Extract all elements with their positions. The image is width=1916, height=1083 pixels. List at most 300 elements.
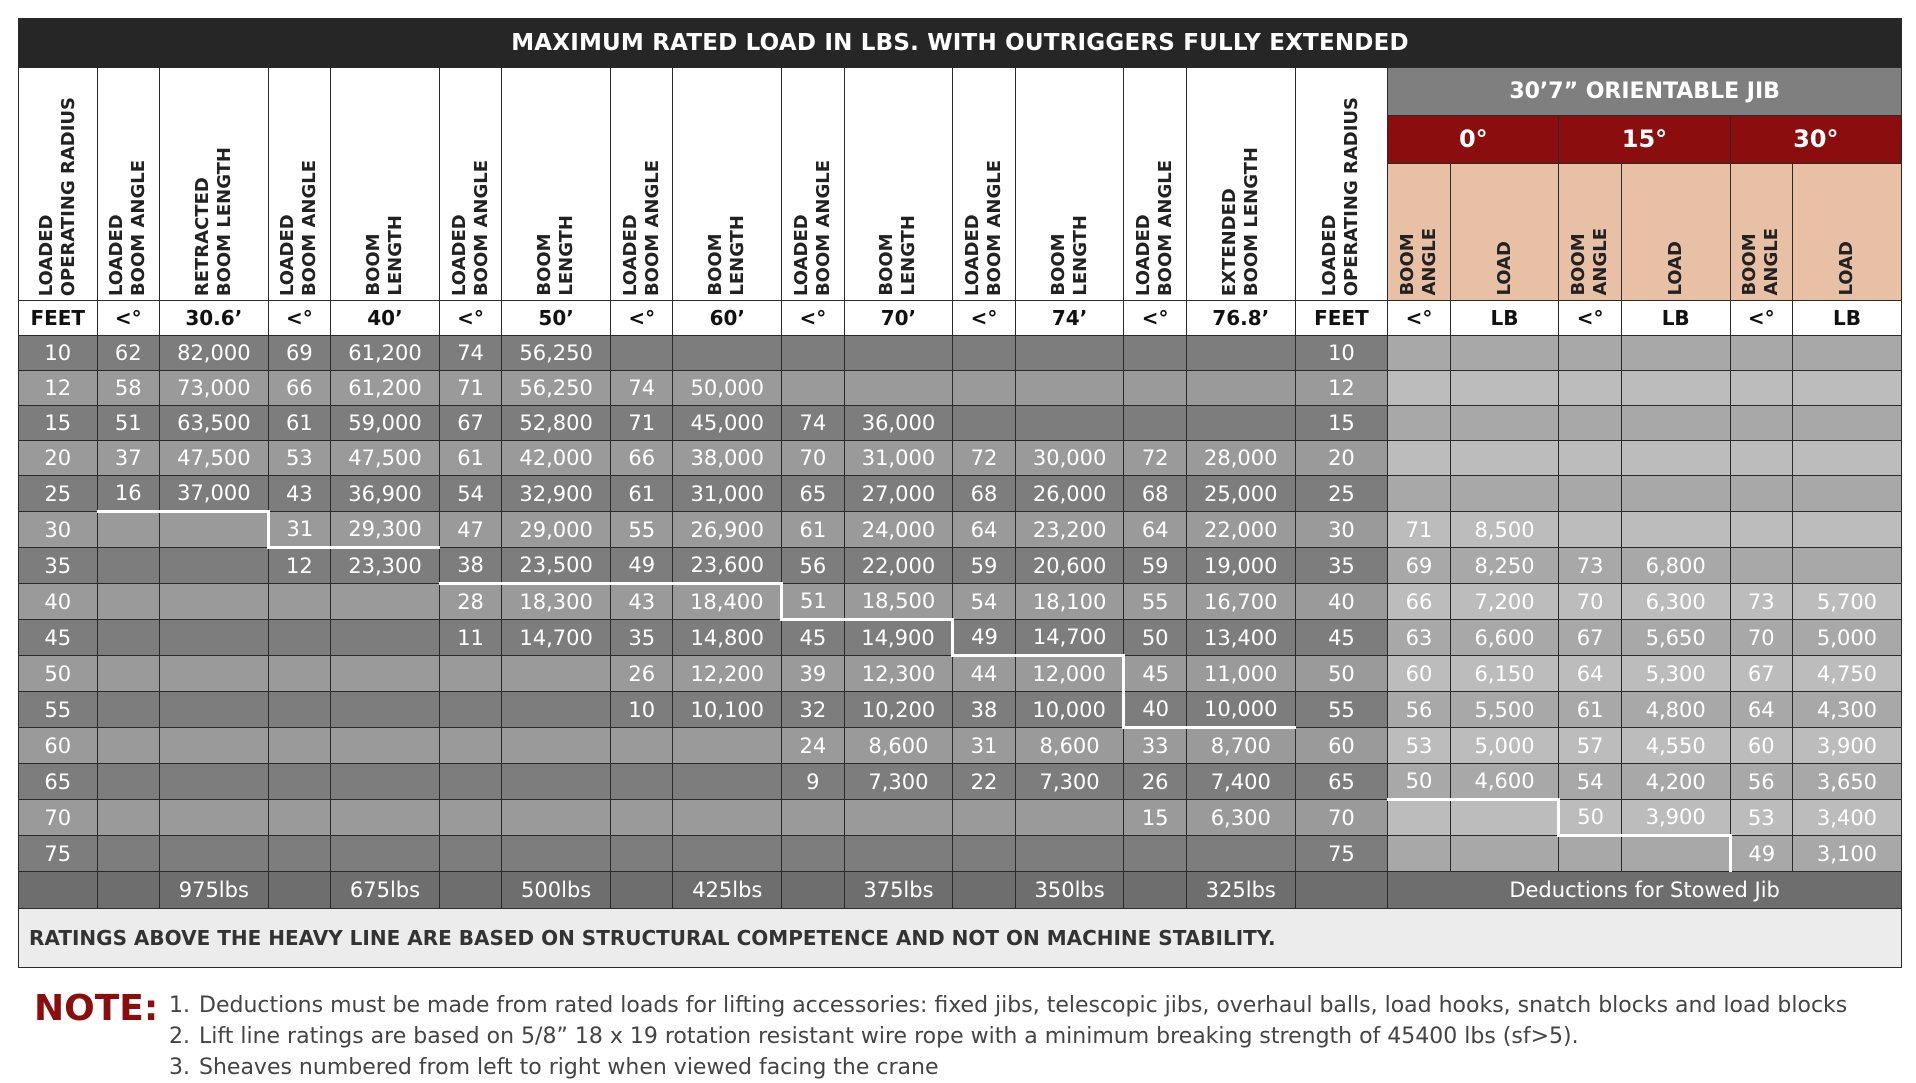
- unit-cell: 50’: [502, 301, 611, 336]
- data-cell: 31,000: [844, 441, 953, 476]
- data-cell: 66: [611, 441, 673, 476]
- data-cell: 26: [611, 656, 673, 692]
- data-cell: 18,300: [502, 584, 611, 620]
- data-cell: 51: [782, 584, 844, 620]
- data-cell: [439, 836, 501, 872]
- jib-title: 30’7” ORIENTABLE JIB: [1388, 68, 1902, 116]
- data-cell: 11,000: [1186, 656, 1295, 692]
- data-cell: [1730, 441, 1792, 476]
- data-cell: [502, 656, 611, 692]
- data-cell: [1730, 476, 1792, 512]
- table-row: [19, 692, 1902, 728]
- column-header-label: EXTENDED BOOM LENGTH: [1218, 146, 1262, 296]
- data-cell: [268, 692, 330, 728]
- data-cell: 57: [1559, 728, 1621, 764]
- data-cell: 12: [1295, 371, 1388, 406]
- data-cell: 59: [1124, 548, 1186, 584]
- data-cell: 12,000: [1015, 656, 1124, 692]
- data-cell: [1388, 406, 1450, 441]
- data-cell: [953, 800, 1015, 836]
- data-cell: 50: [19, 656, 98, 692]
- data-cell: 10,000: [1186, 692, 1295, 728]
- data-cell: [439, 728, 501, 764]
- data-cell: [1559, 512, 1621, 548]
- unit-cell: <°: [782, 301, 844, 336]
- data-cell: [1015, 371, 1124, 406]
- unit-cell: 60’: [673, 301, 782, 336]
- jib-subheader-label: BOOM ANGLE: [1568, 228, 1612, 296]
- data-cell: 65: [19, 764, 98, 800]
- data-cell: 8,600: [1015, 728, 1124, 764]
- table-row: [19, 728, 1902, 764]
- column-header: [331, 68, 440, 301]
- data-cell: 35: [19, 548, 98, 584]
- column-header-label: BOOM LENGTH: [1047, 215, 1091, 296]
- data-cell: [1621, 406, 1730, 441]
- data-cell: 47: [439, 512, 501, 548]
- data-cell: [1015, 406, 1124, 441]
- data-cell: 30: [19, 512, 98, 548]
- column-header-label: LOADED BOOM ANGLE: [962, 159, 1006, 296]
- data-cell: 23,500: [502, 548, 611, 584]
- data-cell: 71: [611, 406, 673, 441]
- data-cell: [159, 764, 268, 800]
- data-cell: 31: [268, 512, 330, 548]
- data-cell: 11: [439, 620, 501, 656]
- data-cell: [1450, 800, 1559, 836]
- data-cell: 32: [782, 692, 844, 728]
- data-cell: 45,000: [673, 406, 782, 441]
- data-cell: 6,600: [1450, 620, 1559, 656]
- data-cell: 3,900: [1792, 728, 1901, 764]
- unit-cell: <°: [97, 301, 159, 336]
- data-cell: [159, 656, 268, 692]
- data-cell: 22: [953, 764, 1015, 800]
- deduction-cell: [19, 872, 98, 909]
- data-cell: [1388, 476, 1450, 512]
- data-cell: 60: [1295, 728, 1388, 764]
- data-cell: [1621, 441, 1730, 476]
- data-cell: [1559, 336, 1621, 371]
- data-cell: [1124, 836, 1186, 872]
- data-cell: [1621, 371, 1730, 406]
- data-cell: [1124, 406, 1186, 441]
- column-header-label: BOOM LENGTH: [705, 215, 749, 296]
- data-cell: 65: [1295, 764, 1388, 800]
- column-header-label: BOOM LENGTH: [876, 215, 920, 296]
- data-cell: 53: [268, 441, 330, 476]
- jib-subheader: [1388, 163, 1450, 300]
- data-cell: 23,300: [331, 548, 440, 584]
- data-cell: 75: [1295, 836, 1388, 872]
- column-header: [782, 68, 844, 301]
- data-cell: [502, 728, 611, 764]
- data-cell: [1450, 336, 1559, 371]
- data-cell: [1792, 441, 1901, 476]
- deduction-cell: [1124, 872, 1186, 909]
- deduction-cell: [439, 872, 501, 909]
- data-cell: 4,800: [1621, 692, 1730, 728]
- data-cell: 64: [953, 512, 1015, 548]
- data-cell: 10: [19, 336, 98, 371]
- data-cell: 33: [1124, 728, 1186, 764]
- data-cell: [1450, 836, 1559, 872]
- data-cell: [268, 836, 330, 872]
- column-header: [1295, 68, 1388, 301]
- unit-cell: <°: [1388, 301, 1450, 336]
- column-header-label: LOADED BOOM ANGLE: [790, 159, 834, 296]
- data-cell: 8,500: [1450, 512, 1559, 548]
- data-cell: 45: [1124, 656, 1186, 692]
- data-cell: 14,900: [844, 620, 953, 656]
- deduction-cell: [782, 872, 844, 909]
- data-cell: 55: [1295, 692, 1388, 728]
- data-cell: 69: [268, 336, 330, 371]
- data-cell: 9: [782, 764, 844, 800]
- data-cell: 12,200: [673, 656, 782, 692]
- data-cell: 10,100: [673, 692, 782, 728]
- column-header-label: LOADED BOOM ANGLE: [106, 159, 150, 296]
- jib-subheader: [1621, 163, 1730, 300]
- data-cell: [439, 656, 501, 692]
- data-cell: [331, 836, 440, 872]
- data-cell: 49: [1730, 836, 1792, 872]
- data-cell: 65: [782, 476, 844, 512]
- data-cell: [782, 836, 844, 872]
- data-cell: 31: [953, 728, 1015, 764]
- data-cell: 6,300: [1186, 800, 1295, 836]
- table-row: [19, 836, 1902, 872]
- data-cell: 49: [611, 548, 673, 584]
- data-cell: 72: [953, 441, 1015, 476]
- data-cell: 7,400: [1186, 764, 1295, 800]
- data-cell: 26,900: [673, 512, 782, 548]
- data-cell: 5,300: [1621, 656, 1730, 692]
- data-cell: [97, 512, 159, 548]
- data-cell: 10: [1295, 336, 1388, 371]
- data-cell: 68: [1124, 476, 1186, 512]
- unit-cell: 76.8’: [1186, 301, 1295, 336]
- data-cell: [1792, 548, 1901, 584]
- data-cell: 61,200: [331, 371, 440, 406]
- unit-cell: <°: [611, 301, 673, 336]
- note-number: 1.: [169, 993, 190, 1018]
- data-cell: [1450, 441, 1559, 476]
- note-list: [169, 990, 1847, 1083]
- data-cell: 14,800: [673, 620, 782, 656]
- table-row: [19, 764, 1902, 800]
- column-header-label: LOADED BOOM ANGLE: [619, 159, 663, 296]
- data-cell: 20: [19, 441, 98, 476]
- data-cell: [953, 336, 1015, 371]
- data-cell: 18,100: [1015, 584, 1124, 620]
- data-cell: 38: [439, 548, 501, 584]
- data-cell: 66: [268, 371, 330, 406]
- data-cell: 28: [439, 584, 501, 620]
- data-cell: 43: [611, 584, 673, 620]
- data-cell: 32,900: [502, 476, 611, 512]
- data-cell: 73: [1730, 584, 1792, 620]
- jib-angle-header: 15°: [1559, 115, 1730, 163]
- data-cell: 45: [782, 620, 844, 656]
- data-cell: [1559, 441, 1621, 476]
- data-cell: [1730, 548, 1792, 584]
- unit-cell: FEET: [1295, 301, 1388, 336]
- column-header: [268, 68, 330, 301]
- unit-cell: <°: [1730, 301, 1792, 336]
- column-header: [19, 68, 98, 301]
- data-cell: [953, 836, 1015, 872]
- data-cell: [1388, 336, 1450, 371]
- data-cell: 12: [268, 548, 330, 584]
- data-cell: 44: [953, 656, 1015, 692]
- data-cell: 56,250: [502, 371, 611, 406]
- unit-cell: LB: [1792, 301, 1901, 336]
- data-cell: 5,500: [1450, 692, 1559, 728]
- data-cell: 3,400: [1792, 800, 1901, 836]
- data-cell: 18,400: [673, 584, 782, 620]
- data-cell: 56,250: [502, 336, 611, 371]
- column-header-label: LOADED BOOM ANGLE: [1133, 159, 1177, 296]
- data-cell: [97, 836, 159, 872]
- data-cell: [953, 371, 1015, 406]
- table-row: [19, 656, 1902, 692]
- data-cell: [1621, 836, 1730, 872]
- column-header-label: LOADED BOOM ANGLE: [277, 159, 321, 296]
- column-header: [502, 68, 611, 301]
- data-cell: 38,000: [673, 441, 782, 476]
- note-item: [169, 990, 1847, 1021]
- table-row: [19, 512, 1902, 548]
- data-cell: 61,200: [331, 336, 440, 371]
- data-cell: 56: [782, 548, 844, 584]
- data-cell: 7,300: [844, 764, 953, 800]
- data-cell: 23,200: [1015, 512, 1124, 548]
- data-cell: 4,750: [1792, 656, 1901, 692]
- jib-subheader: [1450, 163, 1559, 300]
- data-cell: 20: [1295, 441, 1388, 476]
- data-cell: [1450, 406, 1559, 441]
- data-cell: 31,000: [673, 476, 782, 512]
- data-cell: [159, 512, 268, 548]
- data-cell: 24: [782, 728, 844, 764]
- data-cell: 40: [19, 584, 98, 620]
- data-cell: 7,200: [1450, 584, 1559, 620]
- data-cell: 35: [611, 620, 673, 656]
- data-cell: [1186, 336, 1295, 371]
- data-cell: [97, 656, 159, 692]
- column-header: [673, 68, 782, 301]
- data-cell: 8,700: [1186, 728, 1295, 764]
- jib-angle-header: 30°: [1730, 115, 1901, 163]
- jib-subheader: [1730, 163, 1792, 300]
- data-cell: 24,000: [844, 512, 953, 548]
- data-cell: 26: [1124, 764, 1186, 800]
- data-cell: 53: [1388, 728, 1450, 764]
- data-cell: [953, 406, 1015, 441]
- data-cell: 19,000: [1186, 548, 1295, 584]
- data-cell: [1559, 371, 1621, 406]
- data-cell: [1388, 800, 1450, 836]
- data-cell: 75: [19, 836, 98, 872]
- data-cell: 3,900: [1621, 800, 1730, 836]
- jib-subheader-label: LOAD: [1835, 241, 1857, 296]
- data-cell: [1559, 406, 1621, 441]
- data-cell: 67: [1730, 656, 1792, 692]
- column-header: [439, 68, 501, 301]
- data-cell: 55: [19, 692, 98, 728]
- deduction-cell: [953, 872, 1015, 909]
- data-cell: 61: [611, 476, 673, 512]
- data-cell: 25: [19, 476, 98, 512]
- data-cell: 70: [1559, 584, 1621, 620]
- data-cell: 10: [611, 692, 673, 728]
- data-cell: [1186, 371, 1295, 406]
- data-cell: [782, 800, 844, 836]
- deduction-cell: [1295, 872, 1388, 909]
- data-cell: 40: [1295, 584, 1388, 620]
- data-cell: [673, 764, 782, 800]
- unit-cell: <°: [1124, 301, 1186, 336]
- data-cell: 25,000: [1186, 476, 1295, 512]
- data-cell: [97, 728, 159, 764]
- data-cell: 14,700: [502, 620, 611, 656]
- data-cell: 26,000: [1015, 476, 1124, 512]
- data-cell: 51: [97, 406, 159, 441]
- data-cell: 70: [782, 441, 844, 476]
- note-text: Deductions must be made from rated loads for lifting accessories: fixed jibs, telescopic jibs, overhaul balls, load hooks, snatch blocks and load blocks: [199, 993, 1848, 1018]
- data-cell: 22,000: [1186, 512, 1295, 548]
- data-cell: [1388, 441, 1450, 476]
- column-header: [159, 68, 268, 301]
- jib-subheader: [1792, 163, 1901, 300]
- data-cell: 14,700: [1015, 620, 1124, 656]
- data-cell: [1730, 406, 1792, 441]
- data-cell: [268, 764, 330, 800]
- data-cell: 5,700: [1792, 584, 1901, 620]
- data-cell: 4,200: [1621, 764, 1730, 800]
- deduction-cell: [97, 872, 159, 909]
- data-cell: 82,000: [159, 336, 268, 371]
- data-cell: [844, 836, 953, 872]
- data-cell: 27,000: [844, 476, 953, 512]
- data-cell: 74: [782, 406, 844, 441]
- data-cell: [331, 800, 440, 836]
- data-cell: 58: [97, 371, 159, 406]
- data-cell: 13,400: [1186, 620, 1295, 656]
- data-cell: [782, 371, 844, 406]
- note-text: Sheaves numbered from left to right when viewed facing the crane: [199, 1055, 939, 1080]
- data-cell: 5,000: [1792, 620, 1901, 656]
- data-cell: [1388, 371, 1450, 406]
- data-cell: 70: [19, 800, 98, 836]
- data-cell: [439, 692, 501, 728]
- data-cell: 12: [19, 371, 98, 406]
- data-cell: 6,300: [1621, 584, 1730, 620]
- data-cell: 18,500: [844, 584, 953, 620]
- data-cell: [1015, 800, 1124, 836]
- data-cell: [159, 800, 268, 836]
- data-cell: [611, 800, 673, 836]
- data-cell: 36,000: [844, 406, 953, 441]
- data-cell: [502, 692, 611, 728]
- data-cell: [439, 764, 501, 800]
- jib-subheader-label: BOOM ANGLE: [1396, 228, 1440, 296]
- data-cell: 45: [1295, 620, 1388, 656]
- data-cell: [331, 728, 440, 764]
- data-cell: 4,600: [1450, 764, 1559, 800]
- data-cell: 45: [19, 620, 98, 656]
- data-cell: 40: [1124, 692, 1186, 728]
- column-header-label: LOADED BOOM ANGLE: [448, 159, 492, 296]
- data-cell: [1124, 371, 1186, 406]
- data-cell: [502, 836, 611, 872]
- data-cell: [159, 620, 268, 656]
- data-cell: [439, 800, 501, 836]
- data-cell: [673, 800, 782, 836]
- data-cell: 55: [611, 512, 673, 548]
- data-cell: 3,650: [1792, 764, 1901, 800]
- data-cell: [159, 692, 268, 728]
- data-cell: [1792, 336, 1901, 371]
- chart-title: MAXIMUM RATED LOAD IN LBS. WITH OUTRIGGERS FULLY EXTENDED: [19, 19, 1902, 68]
- jib-subheader: [1559, 163, 1621, 300]
- data-cell: 62: [97, 336, 159, 371]
- column-header: [97, 68, 159, 301]
- jib-subheader-label: BOOM ANGLE: [1739, 228, 1783, 296]
- table-row: [19, 441, 1902, 476]
- data-cell: 60: [19, 728, 98, 764]
- data-cell: 4,550: [1621, 728, 1730, 764]
- data-cell: 61: [268, 406, 330, 441]
- data-cell: 6,150: [1450, 656, 1559, 692]
- unit-cell: 74’: [1015, 301, 1124, 336]
- data-cell: [331, 764, 440, 800]
- data-cell: 54: [439, 476, 501, 512]
- data-cell: 59,000: [331, 406, 440, 441]
- data-cell: [97, 548, 159, 584]
- column-header-label: BOOM LENGTH: [362, 215, 406, 296]
- column-header-label: LOADED OPERATING RADIUS: [1319, 96, 1363, 296]
- table-row: [19, 406, 1902, 441]
- data-cell: 60: [1730, 728, 1792, 764]
- data-cell: 8,600: [844, 728, 953, 764]
- data-cell: [1792, 371, 1901, 406]
- table-row: [19, 800, 1902, 836]
- data-cell: [673, 836, 782, 872]
- data-cell: 72: [1124, 441, 1186, 476]
- table-row: [19, 620, 1902, 656]
- data-cell: 64: [1559, 656, 1621, 692]
- data-cell: 54: [1559, 764, 1621, 800]
- data-cell: [97, 692, 159, 728]
- jib-deduction: Deductions for Stowed Jib: [1388, 872, 1902, 909]
- data-cell: [502, 800, 611, 836]
- unit-cell: LB: [1621, 301, 1730, 336]
- data-cell: [97, 584, 159, 620]
- unit-cell: <°: [439, 301, 501, 336]
- data-cell: 63,500: [159, 406, 268, 441]
- data-cell: [844, 336, 953, 371]
- data-cell: 50,000: [673, 371, 782, 406]
- deduction-cell: 350lbs: [1015, 872, 1124, 909]
- data-cell: 47,500: [331, 441, 440, 476]
- unit-cell: <°: [268, 301, 330, 336]
- data-cell: 12,300: [844, 656, 953, 692]
- data-cell: 70: [1730, 620, 1792, 656]
- column-header: [1124, 68, 1186, 301]
- data-cell: [611, 336, 673, 371]
